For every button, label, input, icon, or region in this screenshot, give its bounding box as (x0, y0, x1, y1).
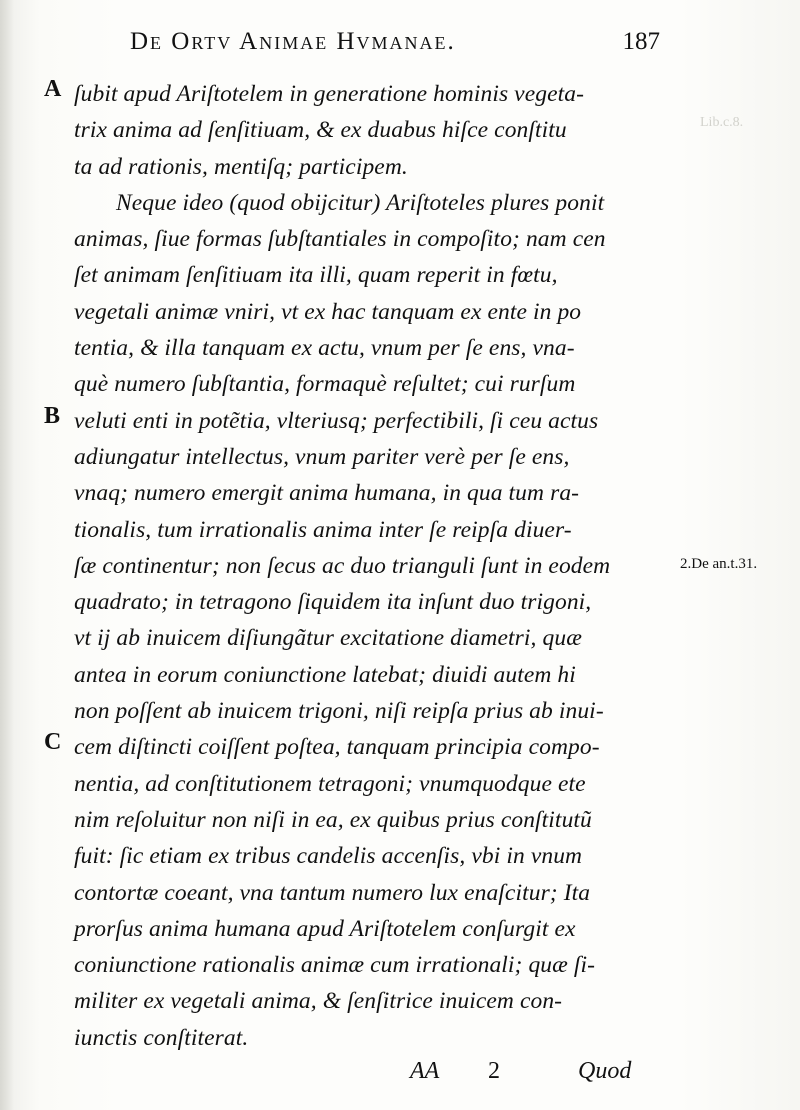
bleed-through-mark: Lib.c.8. (700, 115, 744, 130)
text-line: vt ij ab inuicem diſiungãtur excitatione diametri, quæ (74, 625, 582, 652)
text-line: cem diſtincti coiſſent poſtea, tanquam principia compo- (74, 734, 600, 761)
gutter-shadow (0, 0, 14, 1110)
running-title: De Ortv Animae Hvmanae. (130, 28, 456, 55)
text-line: animas, ſiue formas ſubſtantiales in compoſito; nam cen (74, 226, 606, 253)
text-line: non poſſent ab inuicem trigoni, niſi reipſa prius ab inui- (74, 698, 604, 725)
text-line: antea in eorum coniunctione latebat; diuidi autem hi (74, 661, 576, 688)
text-line: militer ex vegetali anima, & ſenſitrice inuicem con- (74, 988, 563, 1015)
text-line: contortæ coeant, vna tantum numero lux enaſcitur; Ita (74, 879, 591, 906)
text-line: ſubit apud Ariſtotelem in generatione hominis vegeta- (74, 81, 585, 107)
text-line: prorſus anima humana apud Ariſtotelem conſurgit ex (74, 915, 576, 942)
text-line: iunctis conſtiterat. (74, 1024, 249, 1051)
text-line: coniunctione rationalis animæ cum irrationali; quæ ſi- (74, 952, 596, 979)
text-line: ſæ continentur; non ſecus ac duo trianguli ſunt in eodem (74, 552, 611, 579)
signature-mark: AA (410, 1058, 440, 1084)
margin-note-de-anima: 2.De an.t.31. (680, 556, 758, 572)
running-head (130, 28, 660, 56)
body-text (74, 76, 674, 1056)
page-number: 187 (622, 28, 660, 55)
text-line: què numero ſubſtantia, formaquè reſultet; cui rurſum (74, 371, 576, 398)
text-line: adiungatur intellectus, vnum pariter verè per ſe ens, (74, 443, 570, 470)
signature-number: 2 (488, 1058, 500, 1084)
text-line: nentia, ad conſtitutionem tetragoni; vnumquodque ete (74, 770, 586, 797)
text-line: trix anima ad ſenſitiuam, & ex duabus hiſce conſtitu (74, 117, 567, 144)
text-line: tentia, & illa tanquam ex actu, vnum per ſe ens, vna- (74, 335, 575, 362)
catchword: Quod (578, 1058, 632, 1084)
text-line: veluti enti in potẽtia, vlteriusq; perfectibili, ſi ceu actus (74, 407, 599, 434)
section-letter-a: A (44, 76, 62, 102)
section-letter-b: B (44, 403, 61, 429)
text-line: ta ad rationis, mentiſq; participem. (74, 153, 408, 180)
text-line: fuit: ſic etiam ex tribus candelis accenſis, vbi in vnum (74, 843, 583, 870)
text-line: vegetali animæ vniri, vt ex hac tanquam ex ente in po (74, 298, 582, 325)
text-line: tionalis, tum irrationalis anima inter ſe reipſa diuer- (74, 516, 572, 543)
section-letter-c: C (44, 729, 62, 755)
text-line: ſet animam ſenſitiuam ita illi, quam reperit in fœtu, (74, 262, 558, 289)
text-line: Neque ideo (quod obijcitur) Ariſtoteles plures ponit (116, 189, 605, 216)
text-line: nim reſoluitur non niſi in ea, ex quibus prius conſtitutũ (74, 806, 592, 833)
text-line: quadrato; in tetragono ſiquidem ita inſunt duo trigoni, (74, 589, 592, 616)
text-line: vnaq; numero emergit anima humana, in qua tum ra- (74, 480, 580, 507)
